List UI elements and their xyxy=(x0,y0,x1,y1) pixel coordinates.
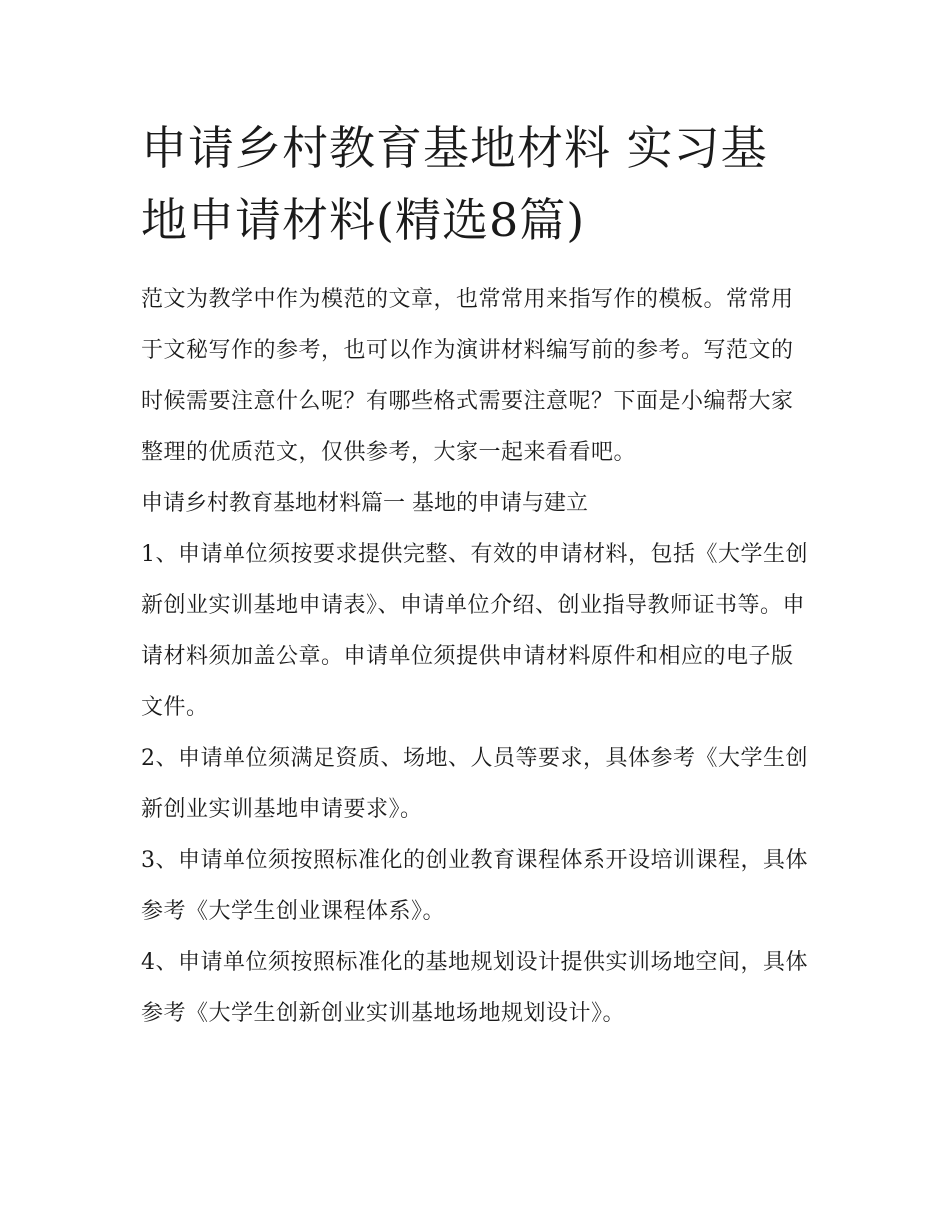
document-page xyxy=(141,112,813,1039)
document-title: 申请乡村教育基地材料 实习基地申请材料(精选8篇) xyxy=(141,121,768,247)
intro-paragraph: 范文为教学中作为模范的文章，也常常用来指写作的模板。常常用于文秘写作的参考，也可以作为演讲材料编写前的参考。写范文的时候需要注意什么呢？有哪些格式需要注意呢？下面是小编帮大家整理的优质范文，仅供参考，大家一起来看看吧。 xyxy=(141,287,794,465)
list-item: 4、申请单位须按照标准化的基地规划设计提供实训场地空间，具体参考《大学生创新创业实训基地场地规划设计》。 xyxy=(141,950,808,1026)
list-item: 3、申请单位须按照标准化的创业教育课程体系开设培训课程，具体参考《大学生创业课程体系》。 xyxy=(141,848,808,924)
list-item: 1、申请单位须按要求提供完整、有效的申请材料，包括《大学生创新创业实训基地申请表》、申请单位介绍、创业指导教师证书等。申请材料须加盖公章。申请单位须提供申请材料原件和相应的电子版文件。 xyxy=(141,542,808,720)
section-heading: 申请乡村教育基地材料篇一 基地的申请与建立 xyxy=(141,491,588,516)
list-item: 2、申请单位须满足资质、场地、人员等要求，具体参考《大学生创新创业实训基地申请要求》。 xyxy=(141,746,808,822)
